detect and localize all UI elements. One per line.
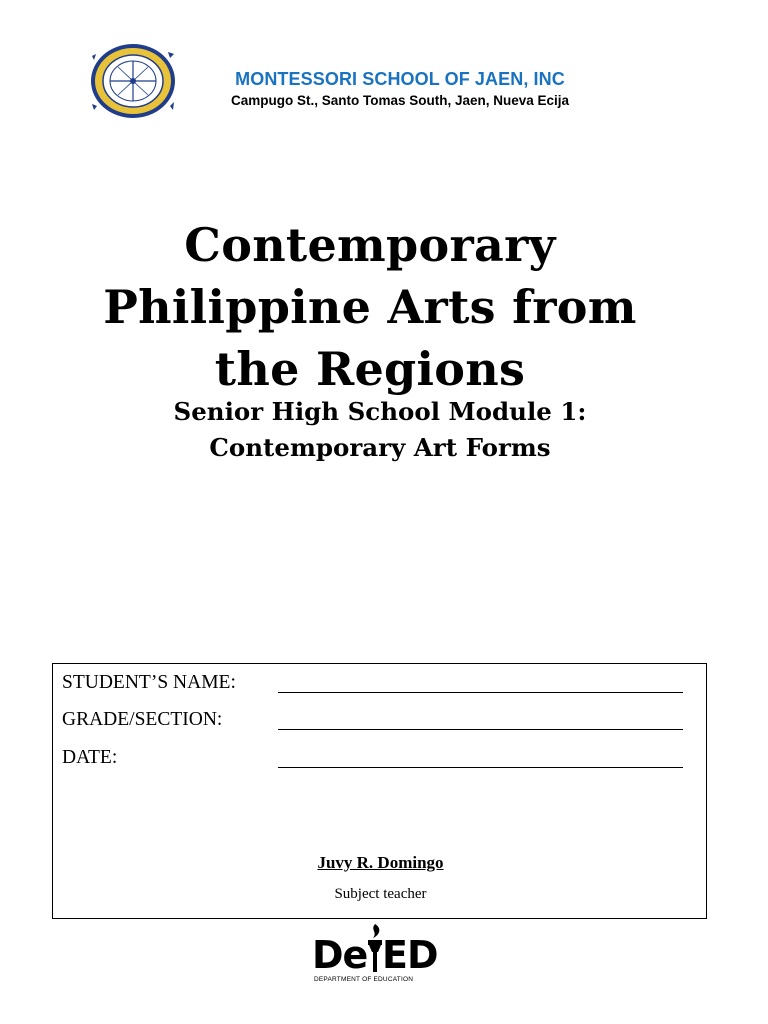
deped-logo-word-right: ED: [382, 933, 438, 977]
deped-logo-mark: [312, 918, 444, 978]
module-title-line: the Regions: [214, 342, 526, 396]
date-label: DATE:: [62, 747, 118, 768]
school-name: MONTESSORI SCHOOL OF JAEN, INC: [235, 69, 565, 89]
module-title: [40, 214, 700, 400]
module-subtitle-line: Contemporary Art Forms: [209, 433, 551, 462]
date-row: [62, 747, 692, 771]
teacher-name: Juvy R. Domingo: [317, 853, 444, 872]
module-title-line: Philippine Arts from: [103, 280, 637, 334]
module-subtitle-line: Senior High School Module 1:: [173, 397, 587, 426]
deped-logo-icon: [312, 918, 444, 986]
deped-logo-word-left: De: [312, 933, 368, 977]
torch-icon: [368, 924, 382, 972]
grade-section-row: [62, 709, 692, 733]
grade-section-label: GRADE/SECTION:: [62, 709, 223, 730]
deped-subtext: DEPARTMENT OF EDUCATION: [314, 976, 414, 983]
student-name-label: STUDENT’S NAME:: [62, 672, 236, 693]
module-title-line: Contemporary: [184, 218, 556, 272]
module-subtitle: [40, 394, 720, 466]
school-address: Campugo St., Santo Tomas South, Jaen, Nueva Ecija: [230, 93, 570, 108]
student-info-box: [52, 663, 707, 919]
teacher-role: Subject teacher: [334, 886, 427, 902]
date-field[interactable]: [278, 767, 683, 768]
student-name-row: [62, 672, 692, 696]
student-name-field[interactable]: [278, 692, 683, 693]
grade-section-field[interactable]: [278, 729, 683, 730]
